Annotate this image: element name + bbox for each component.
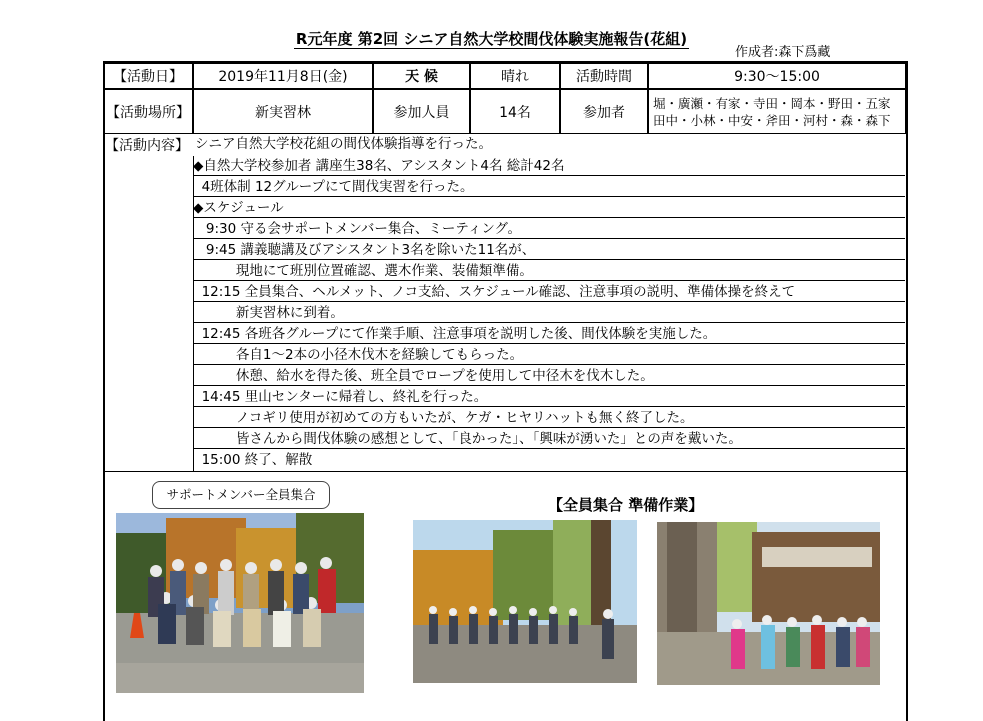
weather-label: 天 候 [373, 63, 470, 89]
content-line: 14:45 里山センターに帰着し、終礼を行った。 [193, 387, 905, 407]
count-label: 参加人員 [373, 89, 470, 134]
content-line: 現地にて班別位置確認、選木作業、装備類準備。 [193, 261, 905, 281]
author: 作成者:森下爲藏 [735, 45, 831, 60]
content-line: 9:45 講義聴講及びアシスタント3名を除いた11名が、 [193, 240, 905, 260]
content-line: 9:30 守る会サポートメンバー集合、ミーティング。 [193, 219, 905, 239]
content-line: 新実習林に到着。 [193, 303, 905, 323]
members-line-1: 堀・廣瀬・有家・寺田・岡本・野田・五家 [653, 95, 891, 111]
content-line: 4班体制 12グループにて間伐実習を行った。 [193, 177, 905, 197]
section-divider [103, 471, 908, 472]
content-line: ノコギリ使用が初めての方もいたが、ケガ・ヒヤリハットも無く終了した。 [193, 408, 905, 428]
photo-caption: 【全員集合 準備作業】 [548, 496, 704, 514]
report-title: R元年度 第2回 シニア自然大学校間伐体験実施報告(花組) [295, 30, 688, 48]
content-line: シニア自然大学校花組の間伐体験指導を行った。 [195, 136, 492, 152]
content-line: 休憩、給水を得た後、班全員でロープを使用して中径木を伐木した。 [193, 366, 905, 386]
members-line-2: 田中・小林・中安・斧田・河村・森・森下 [653, 112, 891, 128]
place-value: 新実習林 [193, 89, 373, 134]
content-line: 12:45 各班各グループにて作業手順、注意事項を説明した後、間伐体験を実施した。 [193, 324, 905, 344]
preparation-photo [657, 522, 880, 685]
content-line: 各自1〜2本の小径木伐木を経験してもらった。 [193, 345, 905, 365]
content-line: 皆さんから間伐体験の感想として、「良かった」、「興味が湧いた」との声を戴いた。 [193, 429, 905, 449]
weather-value: 晴れ [470, 63, 560, 89]
content-line: 12:15 全員集合、ヘルメット、ノコ支給、スケジュール確認、注意事項の説明、準備体操を終えて [193, 282, 905, 302]
content-line: ◆スケジュール [193, 198, 905, 218]
content-label: 【活動内容】 [105, 138, 189, 154]
content-line: 15:00 終了、解散 [193, 452, 313, 468]
date-label: 【活動日】 [103, 63, 193, 89]
time-value: 9:30〜15:00 [648, 63, 906, 89]
date-value: 2019年11月8日(金) [193, 63, 373, 89]
place-label: 【活動場所】 [103, 89, 193, 134]
time-label: 活動時間 [560, 63, 648, 89]
assembly-photo [413, 520, 637, 683]
support-members-label: サポートメンバー全員集合 [152, 481, 330, 509]
count-value: 14名 [470, 89, 560, 134]
content-line: ◆自然大学校参加者 講座生38名、アシスタント4名 総計42名 [193, 156, 905, 176]
group-photo [116, 513, 364, 693]
members-value [648, 89, 906, 134]
members-label: 参加者 [560, 89, 648, 134]
